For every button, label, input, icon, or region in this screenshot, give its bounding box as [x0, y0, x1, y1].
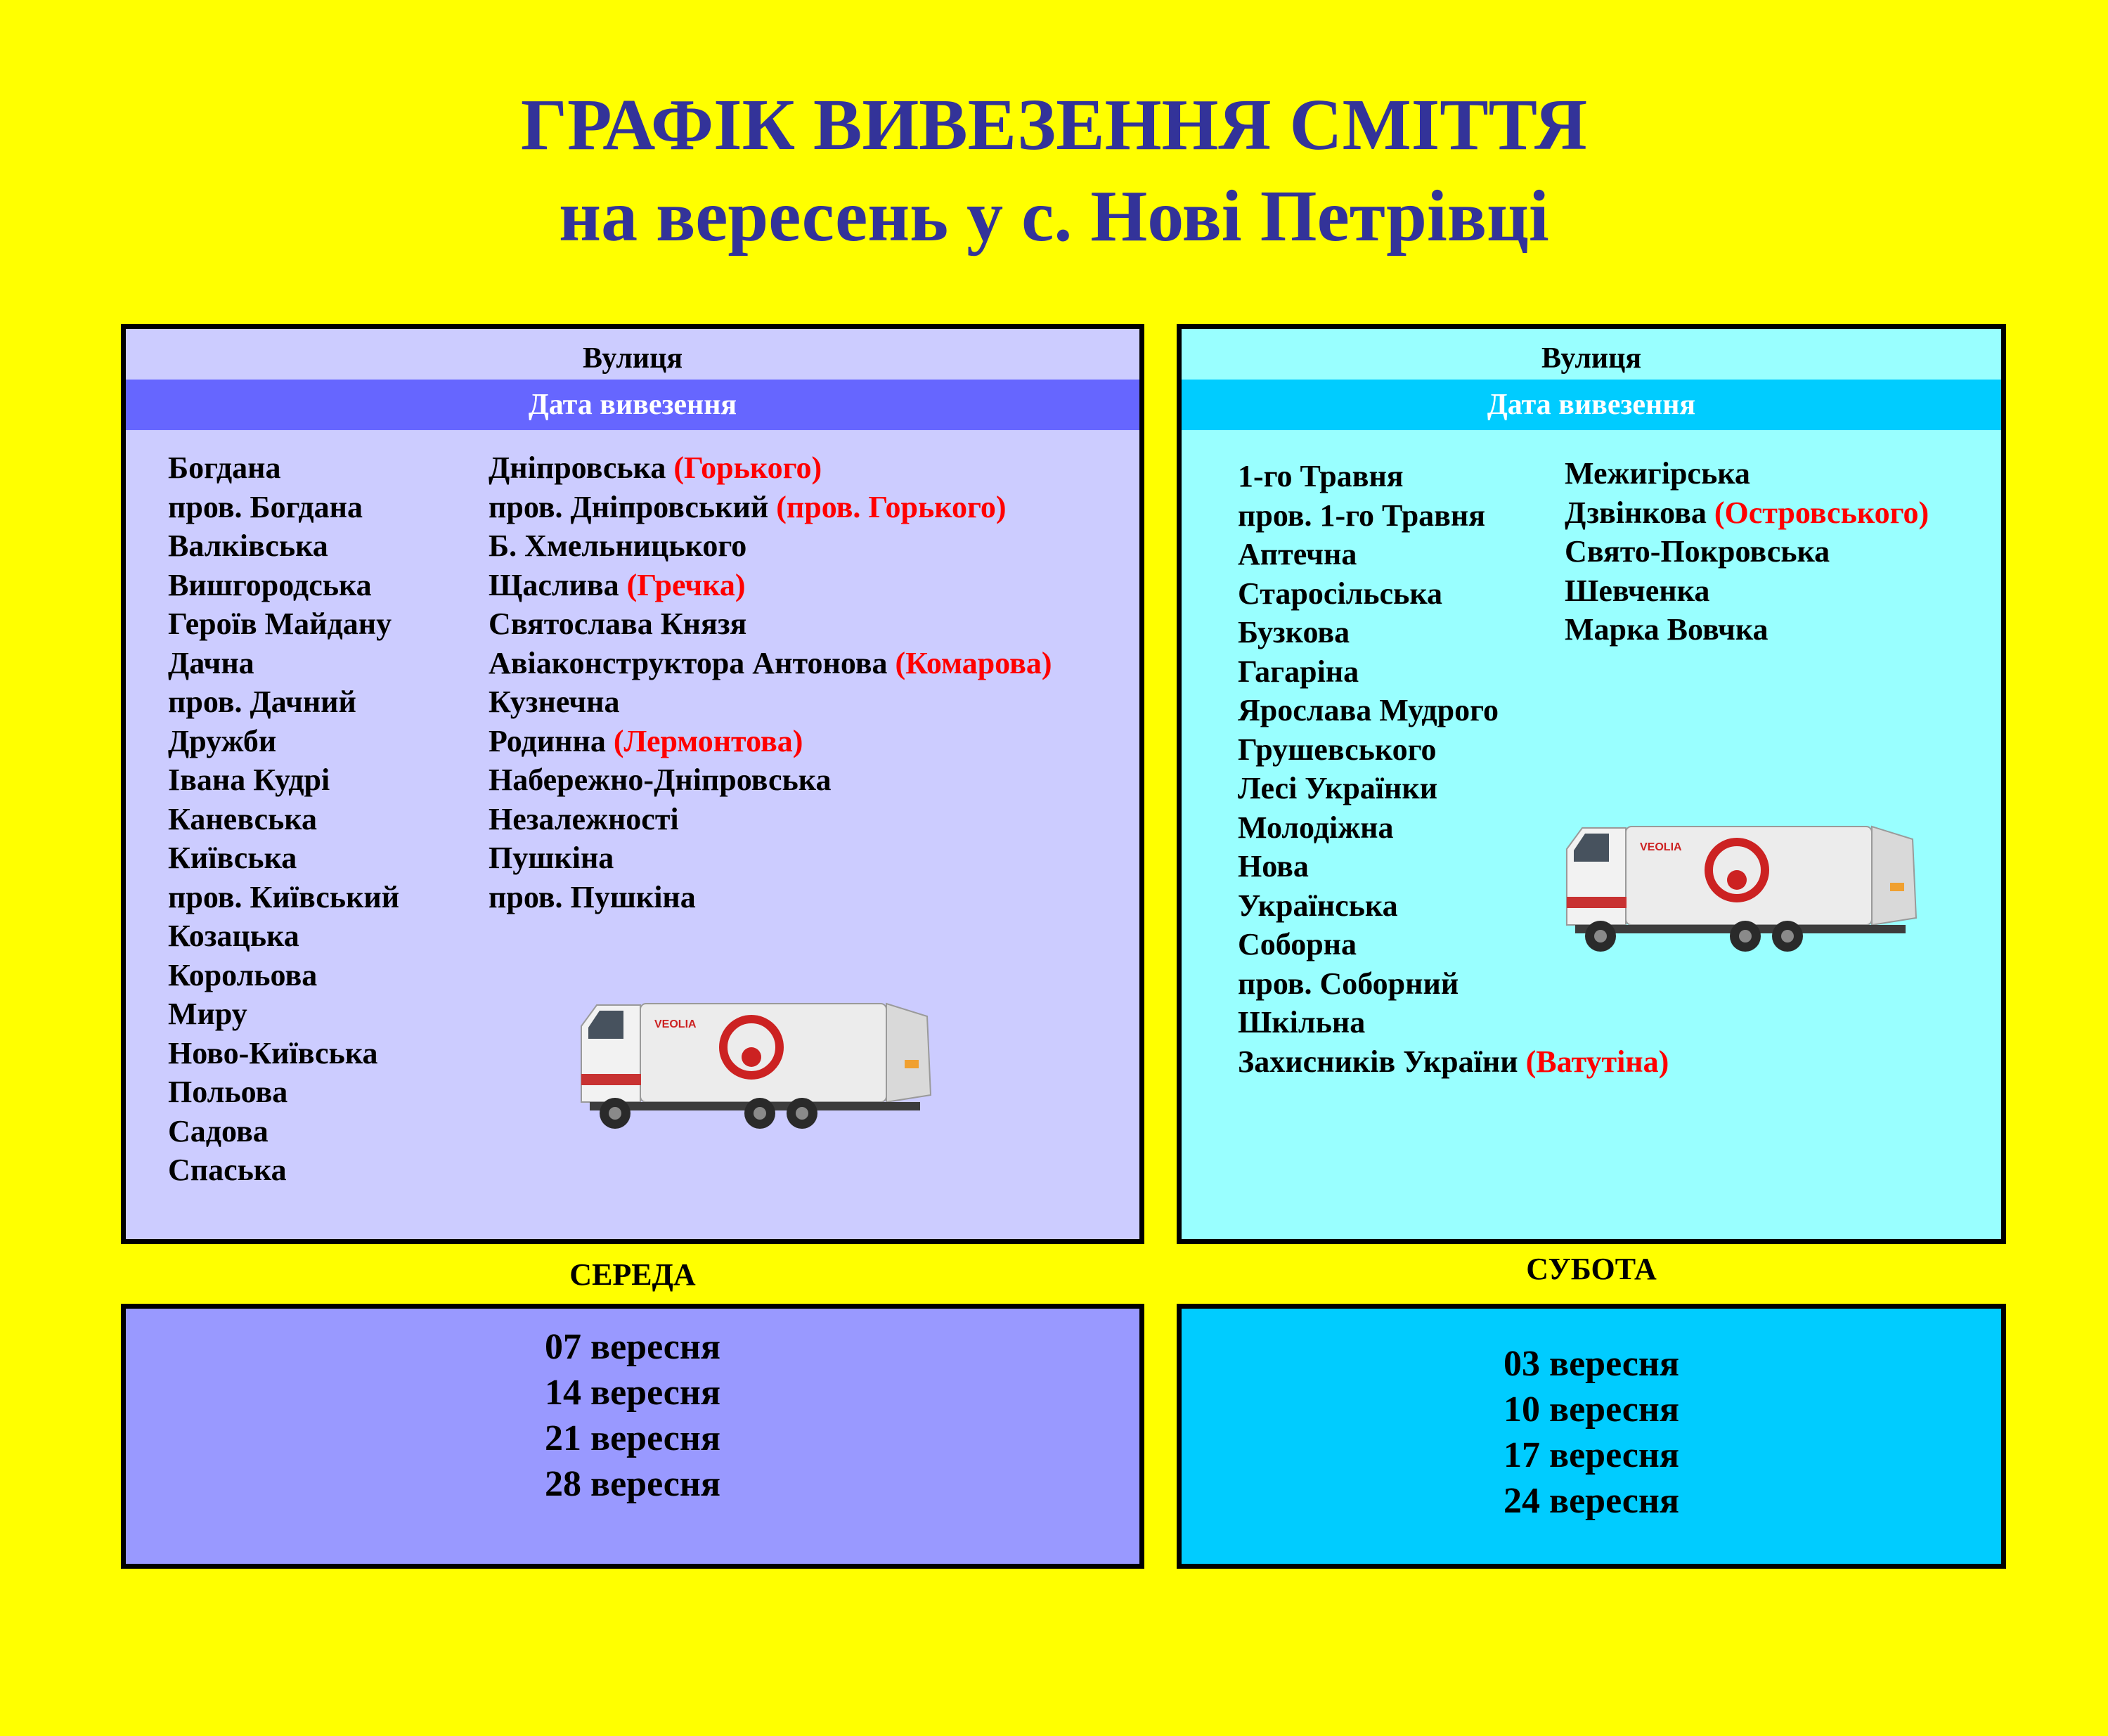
street-item [1565, 454, 1929, 493]
street-item: Каневська [168, 801, 317, 836]
street-item [489, 644, 1052, 683]
street-name: Бузкова [1238, 615, 1350, 649]
truck-logo-text: VEOLIA [1640, 841, 1682, 853]
truck-stripe [1567, 897, 1627, 908]
street-name: Ярослава Мудрого [1238, 693, 1499, 727]
street-name: Лесі Українки [1238, 771, 1438, 805]
street-name: Старосільська [1238, 576, 1443, 611]
street-name: Дзвінкова [1565, 495, 1707, 530]
street-name: пров. Дніпровський [489, 489, 769, 524]
street-name: Аптечна [1238, 537, 1357, 571]
former-street-name: (Лермонтова) [613, 723, 803, 758]
date-item: 21 вересня [545, 1418, 720, 1458]
street-name: пров. Соборний [1238, 966, 1459, 1001]
street-item: Дружби [168, 723, 277, 758]
page-title: ГРАФІК ВИВЕЗЕННЯ СМІТТЯ [520, 84, 1588, 165]
street-item: Вишгородська [168, 567, 372, 602]
street-item: Київська [168, 841, 297, 875]
street-item: Спаська [168, 1153, 287, 1187]
street-name: Українська [1238, 888, 1398, 923]
street-name: 1-го Травня [1238, 459, 1404, 493]
street-item [489, 722, 1052, 761]
street-item [1238, 964, 1669, 1004]
day-label-saturday: СУБОТА [1526, 1252, 1657, 1286]
date-item: 03 вересня [1504, 1344, 1679, 1384]
truck-tailgate [1872, 827, 1916, 925]
street-name: Соборна [1238, 927, 1357, 961]
truck-tailgate [886, 1004, 931, 1102]
date-item: 24 вересня [1504, 1481, 1679, 1521]
street-name: Пушкіна [489, 841, 614, 875]
street-header: Вулиця [1541, 342, 1642, 375]
street-item [1565, 532, 1929, 571]
street-item: пров. Дачний [168, 685, 356, 719]
street-item: пров. Київський [168, 879, 400, 914]
street-name: Родинна [489, 723, 606, 758]
saturday-dates-box [1177, 1304, 2006, 1569]
street-item [489, 448, 1052, 488]
dates-list [126, 1324, 1139, 1507]
street-name: Грушевського [1238, 732, 1437, 767]
day-label-wednesday: СЕРЕДА [569, 1257, 696, 1292]
street-name: Святослава Князя [489, 607, 747, 641]
saturday-streets-panel [1177, 324, 2006, 1244]
former-street-name: (Комарова) [895, 645, 1052, 680]
street-item [489, 526, 1052, 566]
street-item: Валківська [168, 529, 328, 563]
street-header: Вулиця [582, 342, 683, 375]
street-list-left-col2 [489, 448, 1052, 916]
street-name: пров. Пушкіна [489, 879, 696, 914]
street-item [489, 682, 1052, 722]
former-street-name: (Островського) [1714, 495, 1929, 530]
street-name: Дніпровська [489, 451, 666, 485]
street-name: Гагаріна [1238, 654, 1359, 689]
street-name: Межигірська [1565, 456, 1750, 491]
street-item: Героїв Майдану [168, 607, 392, 641]
street-item [489, 604, 1052, 644]
date-header: Дата вивезення [1182, 380, 2001, 430]
street-item [1238, 769, 1669, 808]
street-item: Ново-Київська [168, 1035, 378, 1070]
former-street-name: (пров. Горького) [776, 489, 1007, 524]
street-name: Незалежності [489, 801, 679, 836]
street-item: пров. Богдана [168, 489, 363, 524]
street-item: Козацька [168, 919, 299, 953]
street-item [1238, 652, 1669, 692]
street-list-right-col2 [1565, 454, 1929, 649]
street-name: Молодіжна [1238, 810, 1394, 845]
garbage-truck-image [1561, 812, 1927, 967]
street-item [489, 566, 1052, 605]
street-name: Шкільна [1238, 1005, 1366, 1039]
truck-stripe [581, 1074, 641, 1085]
street-item: Польова [168, 1075, 288, 1109]
street-item [489, 838, 1052, 878]
street-name: пров. 1-го Травня [1238, 498, 1486, 533]
date-item: 17 вересня [1504, 1435, 1679, 1475]
street-item [1238, 1003, 1669, 1042]
street-name: Щаслива [489, 567, 619, 602]
street-item [1565, 493, 1929, 533]
street-name: Захисників України [1238, 1044, 1518, 1079]
street-item [489, 760, 1052, 800]
street-name: Марка Вовчка [1565, 612, 1768, 647]
date-item: 28 вересня [545, 1464, 720, 1504]
date-header: Дата вивезення [126, 380, 1139, 430]
street-name: Нова [1238, 849, 1309, 883]
street-name: Кузнечна [489, 685, 620, 719]
street-name: Авіаконструктора Антонова [489, 645, 888, 680]
truck-light [1890, 883, 1904, 891]
dates-list [1182, 1341, 2001, 1524]
wednesday-streets-panel [121, 324, 1144, 1244]
street-item [489, 878, 1052, 917]
street-item: Дачна [168, 645, 254, 680]
street-name: Набережно-Дніпровська [489, 763, 832, 797]
street-item [1565, 571, 1929, 611]
truck-light [905, 1060, 919, 1068]
page-subtitle: на вересень у с. Нові Петрівці [559, 176, 1549, 257]
street-item: Корольова [168, 957, 318, 992]
truck-logo-text: VEOLIA [654, 1018, 697, 1030]
date-item: 07 вересня [545, 1327, 720, 1367]
street-item [489, 800, 1052, 839]
street-item: Миру [168, 997, 247, 1031]
street-name: Б. Хмельницького [489, 529, 747, 563]
street-name: Свято-Покровська [1565, 534, 1830, 569]
former-street-name: (Горького) [673, 451, 822, 485]
garbage-truck-image [576, 990, 941, 1144]
wednesday-dates-box [121, 1304, 1144, 1569]
street-item [1238, 1042, 1669, 1082]
street-item: Садова [168, 1113, 269, 1148]
street-item: Івана Кудрі [168, 763, 330, 797]
former-street-name: (Гречка) [626, 567, 746, 602]
date-item: 10 вересня [1504, 1390, 1679, 1430]
street-list-left-col1 [168, 448, 399, 1190]
street-item [1238, 730, 1669, 770]
former-street-name: (Ватутіна) [1525, 1044, 1669, 1079]
street-item [1238, 691, 1669, 730]
date-item: 14 вересня [545, 1373, 720, 1413]
street-name: Шевченка [1565, 573, 1710, 608]
street-item [489, 488, 1052, 527]
street-item: Богдана [168, 451, 281, 485]
street-item [1565, 610, 1929, 649]
